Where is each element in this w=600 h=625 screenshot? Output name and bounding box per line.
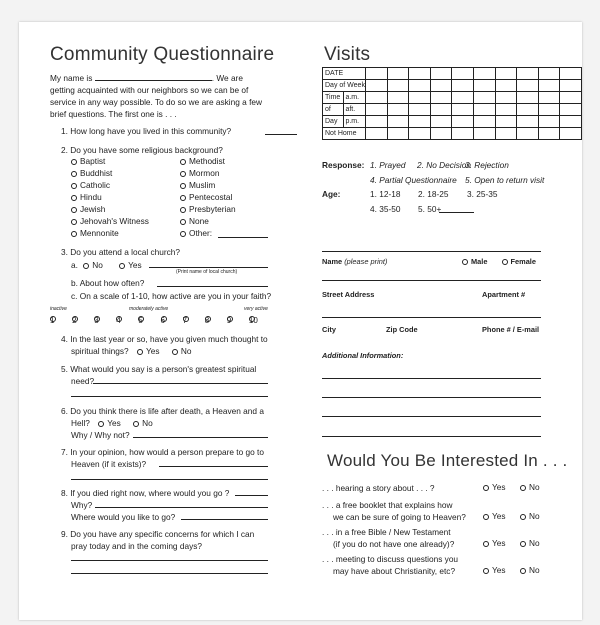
scale-number: 5 xyxy=(138,316,143,325)
table-cell[interactable] xyxy=(409,80,431,92)
questionnaire-page xyxy=(19,22,582,620)
table-cell[interactable] xyxy=(517,116,539,128)
scale-number: 2 xyxy=(72,316,77,325)
q1-answer-line[interactable] xyxy=(265,134,297,135)
religion-option-label: Other: xyxy=(189,228,213,238)
interest-text-line2: we can be sure of going to Heaven? xyxy=(333,512,466,522)
religion-option-radio[interactable] xyxy=(71,195,77,201)
address-line[interactable] xyxy=(322,317,541,318)
intro-text-a: My name is xyxy=(50,73,93,83)
question-7-line1: 7. In your opinion, how would a person prepare to go to xyxy=(61,447,264,457)
q4-no-radio[interactable] xyxy=(172,349,178,355)
age-option-3[interactable]: 3. 25-35 xyxy=(467,189,498,199)
table-cell[interactable] xyxy=(365,92,387,104)
religion-option-label: Catholic xyxy=(80,180,110,190)
q9-answer-line-1[interactable] xyxy=(71,560,268,561)
question-4-line1: 4. In the last year or so, have you given much thought to xyxy=(61,334,268,344)
question-5-line1: 5. What would you say is a person's greatest spiritual xyxy=(61,364,257,374)
interest-text-line2: (if you do not have one already)? xyxy=(333,539,455,549)
interest-no-label: No xyxy=(529,511,540,521)
table-cell[interactable] xyxy=(560,80,582,92)
table-cell[interactable] xyxy=(365,68,387,80)
female-radio[interactable] xyxy=(502,259,508,265)
q6-answer-line[interactable] xyxy=(133,437,268,438)
name-label: Name xyxy=(322,257,343,266)
table-cell[interactable] xyxy=(538,104,560,116)
slot-aft: aft. xyxy=(344,104,365,116)
male-radio[interactable] xyxy=(462,259,468,265)
table-cell[interactable] xyxy=(387,68,409,80)
question-8-line1: 8. If you died right now, where would you go ? xyxy=(61,488,230,498)
other-religion-line[interactable] xyxy=(218,237,268,238)
interest-text: . . . hearing a story about . . . ? xyxy=(322,483,435,493)
table-row xyxy=(323,80,582,92)
religion-option-label: Mormon xyxy=(189,168,220,178)
table-cell[interactable] xyxy=(452,68,474,80)
table-cell[interactable] xyxy=(409,116,431,128)
table-cell[interactable] xyxy=(387,80,409,92)
name-field xyxy=(322,257,387,266)
question-8-line2: Why? xyxy=(71,500,93,510)
table-cell[interactable] xyxy=(430,92,452,104)
question-9-line1: 9. Do you have any specific concerns for which I can xyxy=(61,529,255,539)
visits-table xyxy=(322,67,582,140)
not-home-label: Not Home xyxy=(323,128,366,140)
interest-no-label: No xyxy=(529,565,540,575)
table-cell[interactable] xyxy=(538,92,560,104)
questionnaire-title: Community Questionnaire xyxy=(50,44,275,65)
day-of-week-label: Day of Week xyxy=(323,80,366,92)
interest-yes[interactable] xyxy=(483,565,506,575)
interest-no-radio[interactable] xyxy=(520,541,526,547)
religion-option-label: Methodist xyxy=(189,156,225,166)
interest-text: . . . a free booklet that explains how xyxy=(322,500,453,510)
religion-option[interactable] xyxy=(180,168,219,178)
q8-answer-line-1[interactable] xyxy=(235,495,268,496)
table-cell[interactable] xyxy=(560,128,582,140)
table-cell[interactable] xyxy=(430,116,452,128)
q4-yes-radio[interactable] xyxy=(137,349,143,355)
q4-no-label: No xyxy=(180,346,192,356)
interest-yes-label: Yes xyxy=(492,538,506,548)
table-cell[interactable] xyxy=(560,68,582,80)
question-3b: b. About how often? xyxy=(71,278,145,288)
form-line-top[interactable] xyxy=(322,251,541,252)
interest-yes-label: Yes xyxy=(492,511,506,521)
religion-option[interactable] xyxy=(71,156,105,166)
religion-option-label: Buddhist xyxy=(80,168,113,178)
q8-answer-line-2[interactable] xyxy=(95,507,268,508)
interest-text: . . . in a free Bible / New Testament xyxy=(322,527,451,537)
table-cell[interactable] xyxy=(365,116,387,128)
interest-no-radio[interactable] xyxy=(520,568,526,574)
religion-option-label: Presbyterian xyxy=(189,204,236,214)
table-cell[interactable] xyxy=(517,92,539,104)
religion-option-label: Pentecostal xyxy=(189,192,233,202)
religion-option-radio[interactable] xyxy=(180,231,186,237)
intro-line1 xyxy=(50,72,243,84)
response-option-3[interactable]: 3. Rejection xyxy=(465,160,509,170)
age-option-5[interactable]: 5. 50+ xyxy=(418,204,442,214)
table-cell[interactable] xyxy=(560,104,582,116)
additional-line-1[interactable] xyxy=(322,378,541,379)
q6-text: Hell? xyxy=(71,418,90,428)
religion-option-radio[interactable] xyxy=(71,183,77,189)
interest-yes[interactable] xyxy=(483,511,506,521)
age-option-4[interactable]: 4. 35-50 xyxy=(370,204,401,214)
interest-no-radio[interactable] xyxy=(520,514,526,520)
slot-pm: p.m. xyxy=(344,116,365,128)
interest-text: . . . meeting to discuss questions you xyxy=(322,554,459,564)
table-cell[interactable] xyxy=(365,128,387,140)
religion-option[interactable] xyxy=(71,216,149,226)
q7-answer-line-1[interactable] xyxy=(159,466,268,467)
interest-yes-radio[interactable] xyxy=(483,541,489,547)
table-cell[interactable] xyxy=(387,116,409,128)
response-option-4[interactable]: 4. Partial Questionnaire xyxy=(370,175,457,185)
religion-option-label: None xyxy=(189,216,209,226)
interest-no[interactable] xyxy=(520,511,540,521)
table-row xyxy=(323,116,582,128)
question-6-line3: Why / Why not? xyxy=(71,430,130,440)
scale-inactive: inactive xyxy=(50,306,67,312)
q3a-options xyxy=(71,259,142,271)
q3a-no-label: No xyxy=(92,260,103,270)
q3a-no-radio[interactable] xyxy=(83,263,89,269)
interest-no-label: No xyxy=(529,538,540,548)
religion-option[interactable] xyxy=(71,192,102,202)
q5-answer-line-1[interactable] xyxy=(93,383,268,384)
q3a-label: a. xyxy=(71,260,78,270)
table-cell[interactable] xyxy=(365,104,387,116)
religion-option-radio[interactable] xyxy=(180,159,186,165)
scale-number: 1 xyxy=(50,316,55,325)
religion-option-label: Baptist xyxy=(80,156,106,166)
q6-yes-label: Yes xyxy=(107,418,121,428)
age-label: Age: xyxy=(322,189,341,199)
table-cell[interactable] xyxy=(430,80,452,92)
table-cell[interactable] xyxy=(452,80,474,92)
table-cell[interactable] xyxy=(517,68,539,80)
interest-title: Would You Be Interested In . . . xyxy=(327,451,568,470)
religion-option[interactable] xyxy=(180,180,215,190)
religion-option-radio[interactable] xyxy=(180,219,186,225)
interest-text-line2: may have about Christianity, etc? xyxy=(333,566,456,576)
religion-option-label: Mennonite xyxy=(80,228,119,238)
table-cell[interactable] xyxy=(387,92,409,104)
q8-answer-line-3[interactable] xyxy=(181,519,268,520)
table-cell[interactable] xyxy=(452,128,474,140)
table-cell[interactable] xyxy=(430,68,452,80)
q6-no-radio[interactable] xyxy=(133,421,139,427)
religion-option-radio[interactable] xyxy=(71,219,77,225)
table-row xyxy=(323,68,582,80)
religion-option[interactable] xyxy=(180,192,232,202)
q5-answer-line-2[interactable] xyxy=(71,396,268,397)
table-cell[interactable] xyxy=(473,68,495,80)
table-cell[interactable] xyxy=(430,128,452,140)
religion-option-radio[interactable] xyxy=(71,207,77,213)
age-option-2[interactable]: 2. 18-25 xyxy=(418,189,449,199)
scale-very-active: very active xyxy=(244,306,268,312)
gender-options xyxy=(462,257,536,266)
male-label: Male xyxy=(471,257,488,266)
interest-no[interactable] xyxy=(520,565,540,575)
question-6-line2 xyxy=(71,417,153,429)
religion-option-label: Muslim xyxy=(189,180,216,190)
table-cell[interactable] xyxy=(387,104,409,116)
table-row xyxy=(323,92,582,104)
visits-title: Visits xyxy=(324,44,371,65)
q9-answer-line-2[interactable] xyxy=(71,573,268,574)
religion-option[interactable] xyxy=(71,204,105,214)
age-option-1[interactable]: 1. 12-18 xyxy=(370,189,401,199)
table-cell[interactable] xyxy=(538,68,560,80)
table-cell[interactable] xyxy=(495,68,517,80)
day-word: Day xyxy=(323,116,344,128)
street-label: Street Address xyxy=(322,290,375,299)
apartment-label: Apartment # xyxy=(482,290,526,299)
date-label: DATE xyxy=(323,68,366,80)
response-label: Response: xyxy=(322,160,365,170)
response-option-2[interactable]: 2. No Decision xyxy=(417,160,471,170)
scale-number: 3 xyxy=(94,316,99,325)
table-cell[interactable] xyxy=(538,80,560,92)
table-cell[interactable] xyxy=(409,104,431,116)
interest-no-radio[interactable] xyxy=(520,485,526,491)
table-cell[interactable] xyxy=(517,80,539,92)
religion-option[interactable] xyxy=(180,204,236,214)
table-cell[interactable] xyxy=(560,116,582,128)
table-cell[interactable] xyxy=(517,104,539,116)
q7-answer-line-2[interactable] xyxy=(71,479,268,480)
table-cell[interactable] xyxy=(538,116,560,128)
intro-text-b: . We are xyxy=(211,73,243,83)
additional-info-label: Additional Information: xyxy=(322,351,404,360)
question-4-line2 xyxy=(71,345,191,357)
question-9-line2: pray today and in the coming days? xyxy=(71,541,202,551)
question-7-line2: Heaven (if it exists)? xyxy=(71,459,147,469)
religion-option-label: Hindu xyxy=(80,192,102,202)
religion-option-radio[interactable] xyxy=(180,183,186,189)
female-label: Female xyxy=(510,257,536,266)
q6-yes-radio[interactable] xyxy=(98,421,104,427)
name-blank[interactable] xyxy=(95,72,212,81)
table-cell[interactable] xyxy=(473,92,495,104)
local-church-caption: (Print name of local church) xyxy=(176,269,238,275)
table-cell[interactable] xyxy=(495,128,517,140)
question-6-line1: 6. Do you think there is life after death, a Heaven and a xyxy=(61,406,264,416)
q3a-yes-label: Yes xyxy=(128,260,142,270)
religion-option-radio[interactable] xyxy=(180,171,186,177)
table-cell[interactable] xyxy=(365,80,387,92)
religion-option[interactable] xyxy=(180,216,209,226)
religion-option-label: Jehovah's Witness xyxy=(80,216,149,226)
table-cell[interactable] xyxy=(473,104,495,116)
additional-line-2[interactable] xyxy=(322,397,541,398)
table-row xyxy=(323,104,582,116)
name-hint: (please print) xyxy=(344,257,388,266)
table-cell[interactable] xyxy=(409,92,431,104)
scale-number: 8 xyxy=(204,316,210,325)
table-cell[interactable] xyxy=(452,116,474,128)
scale-number: 9 xyxy=(226,316,232,325)
question-3c: c. On a scale of 1-10, how active are you in your faith? xyxy=(71,291,272,301)
response-option-1[interactable]: 1. Prayed xyxy=(370,160,406,170)
interest-no-label: No xyxy=(529,482,540,492)
table-cell[interactable] xyxy=(473,116,495,128)
q4-yes-label: Yes xyxy=(145,346,160,356)
interest-yes-label: Yes xyxy=(492,565,506,575)
table-cell[interactable] xyxy=(452,92,474,104)
intro-line4: brief questions. The first one is . . . xyxy=(50,109,177,119)
interest-yes-radio[interactable] xyxy=(483,514,489,520)
scale-number: 4 xyxy=(116,316,121,325)
religion-option[interactable] xyxy=(71,180,110,190)
intro-line3: service in any way possible. To do so we are asking a few xyxy=(50,97,262,107)
interest-no[interactable] xyxy=(520,482,540,492)
table-cell[interactable] xyxy=(473,80,495,92)
question-2: 2. Do you have some religious background? xyxy=(61,145,223,155)
interest-yes-label: Yes xyxy=(492,482,506,492)
of-word: of xyxy=(323,104,344,116)
interest-no[interactable] xyxy=(520,538,540,548)
table-cell[interactable] xyxy=(430,104,452,116)
scale-number: 6 xyxy=(160,316,165,325)
religion-option[interactable] xyxy=(180,228,212,238)
religion-option[interactable] xyxy=(180,156,225,166)
religion-option-label: Jewish xyxy=(80,204,106,214)
table-cell[interactable] xyxy=(473,128,495,140)
how-often-line[interactable] xyxy=(157,286,268,287)
table-cell[interactable] xyxy=(452,104,474,116)
phone-email-label: Phone # / E-mail xyxy=(482,325,540,334)
table-cell[interactable] xyxy=(409,128,431,140)
table-cell[interactable] xyxy=(495,116,517,128)
religion-option[interactable] xyxy=(71,228,119,238)
slot-am: a.m. xyxy=(344,92,365,104)
additional-line-4[interactable] xyxy=(322,436,541,437)
scale-number: 10 xyxy=(248,316,258,325)
interest-yes[interactable] xyxy=(483,538,506,548)
q3a-yes-radio[interactable] xyxy=(119,263,125,269)
scale-moderate: moderately active xyxy=(129,306,169,312)
table-row xyxy=(323,128,582,140)
q4-text: spiritual things? xyxy=(71,346,129,356)
table-cell[interactable] xyxy=(495,104,517,116)
question-1: 1. How long have you lived in this community? xyxy=(61,126,232,136)
table-cell[interactable] xyxy=(517,128,539,140)
question-5-line2: need? xyxy=(71,376,95,386)
religion-option-radio[interactable] xyxy=(71,159,77,165)
religion-option-radio[interactable] xyxy=(180,207,186,213)
table-cell[interactable] xyxy=(495,80,517,92)
question-3: 3. Do you attend a local church? xyxy=(61,247,180,257)
local-church-line[interactable] xyxy=(149,267,268,268)
table-cell[interactable] xyxy=(495,92,517,104)
name-line[interactable] xyxy=(322,280,541,281)
religion-option-radio[interactable] xyxy=(71,231,77,237)
table-cell[interactable] xyxy=(560,92,582,104)
zip-label: Zip Code xyxy=(386,325,418,334)
interest-yes-radio[interactable] xyxy=(483,568,489,574)
scale-number: 7 xyxy=(182,316,188,325)
religion-option[interactable] xyxy=(71,168,112,178)
intro-line2: getting acquainted with our neighbors so we can be of xyxy=(50,85,249,95)
question-8-line3: Where would you like to go? xyxy=(71,512,176,522)
additional-line-3[interactable] xyxy=(322,416,541,417)
interest-yes-radio[interactable] xyxy=(483,485,489,491)
age-exact-line[interactable] xyxy=(439,212,474,213)
q6-no-label: No xyxy=(142,418,153,428)
time-word: Time xyxy=(323,92,344,104)
interest-yes[interactable] xyxy=(483,482,506,492)
religion-option-radio[interactable] xyxy=(180,195,186,201)
table-cell[interactable] xyxy=(387,128,409,140)
table-cell[interactable] xyxy=(409,68,431,80)
city-label: City xyxy=(322,325,336,334)
response-option-5[interactable]: 5. Open to return visit xyxy=(465,175,545,185)
table-cell[interactable] xyxy=(538,128,560,140)
religion-option-radio[interactable] xyxy=(71,171,77,177)
